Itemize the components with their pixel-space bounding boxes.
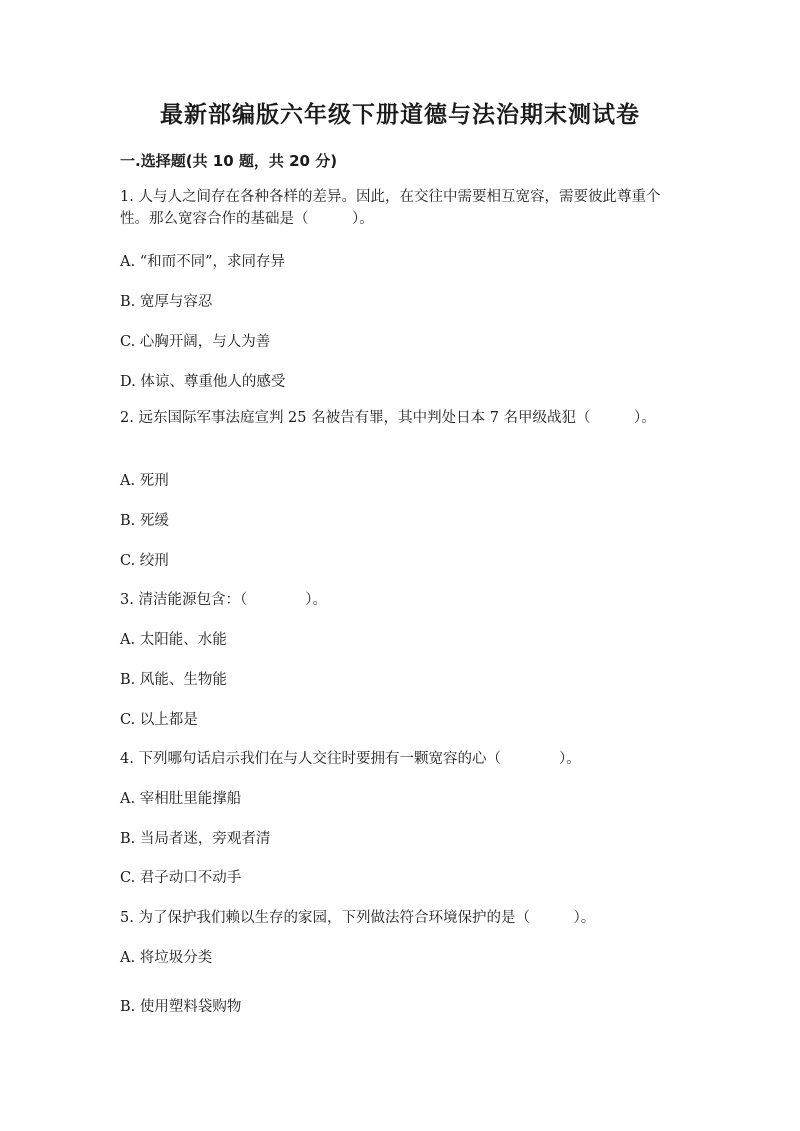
- section-heading: 一.选择题(共 10 题，共 20 分): [120, 152, 338, 170]
- question-4-option-c: C. 君子动口不动手: [120, 870, 242, 886]
- question-2-option-b: B. 死缓: [120, 513, 169, 529]
- question-3-option-a: A. 太阳能、水能: [120, 632, 227, 648]
- question-1-option-b: B. 宽厚与容忍: [120, 294, 213, 310]
- question-4-stem: 4. 下列哪句话启示我们在与人交往时要拥有一颗宽容的心（ ）。: [120, 751, 581, 767]
- question-2-option-a: A. 死刑: [120, 473, 169, 489]
- question-4-option-a: A. 宰相肚里能撑船: [120, 791, 242, 807]
- question-4-option-b: B. 当局者迷，旁观者清: [120, 831, 271, 847]
- question-3-option-c: C. 以上都是: [120, 712, 198, 728]
- question-2-option-c: C. 绞刑: [120, 553, 169, 569]
- question-5-option-b: B. 使用塑料袋购物: [120, 999, 242, 1015]
- question-2-stem: 2. 远东国际军事法庭宣判 25 名被告有罪，其中判处日本 7 名甲级战犯（ ）。: [120, 410, 656, 426]
- question-1-option-c: C. 心胸开阔，与人为善: [120, 334, 271, 350]
- question-5-stem: 5. 为了保护我们赖以生存的家园，下列做法符合环境保护的是（ ）。: [120, 910, 596, 926]
- question-3-stem: 3. 清洁能源包含：（ ）。: [120, 592, 327, 608]
- question-5-option-a: A. 将垃圾分类: [120, 950, 213, 966]
- exam-title: 最新部编版六年级下册道德与法治期末测试卷: [160, 102, 640, 128]
- question-1-stem: 1. 人与人之间存在各种各样的差异。因此，在交往中需要相互宽容，需要彼此尊重个性。那么宽容合作的基础是（ ）。: [120, 189, 661, 227]
- question-1-option-a: A. “和而不同”，求同存异: [120, 254, 286, 270]
- question-3-option-b: B. 风能、生物能: [120, 672, 227, 688]
- question-1-option-d: D. 体谅、尊重他人的感受: [120, 374, 286, 390]
